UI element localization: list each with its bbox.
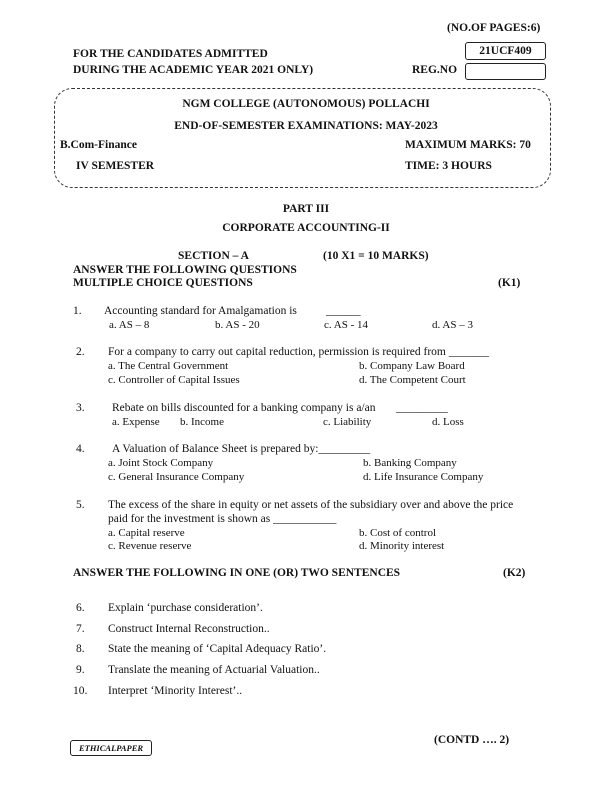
question-text-continued: paid for the investment is shown as ___________ <box>108 513 337 525</box>
question-number: 7. <box>76 623 85 635</box>
answer-blank: _________ <box>396 402 448 414</box>
option: b. AS - 20 <box>215 319 260 331</box>
option: a. Joint Stock Company <box>108 457 214 469</box>
section-k2-title: ANSWER THE FOLLOWING IN ONE (OR) TWO SENTENCES <box>73 567 401 579</box>
option: a. Capital reserve <box>108 527 185 539</box>
question-text: Construct Internal Reconstruction.. <box>108 623 270 635</box>
question-number: 6. <box>76 602 85 614</box>
section-k2-level: (K2) <box>503 567 526 579</box>
option: d. Loss <box>432 416 464 428</box>
section-a-instruction-1: ANSWER THE FOLLOWING QUESTIONS <box>73 264 297 276</box>
question-text: Rebate on bills discounted for a banking company is a/an <box>112 402 376 414</box>
question-number: 3. <box>76 402 85 414</box>
option: c. Controller of Capital Issues <box>108 374 240 386</box>
ethicalpaper-stamp: ETHICALPAPER <box>70 740 152 756</box>
option: c. Revenue reserve <box>108 540 192 552</box>
reg-no-label: REG.NO <box>412 64 458 76</box>
page-count: (NO.OF PAGES:6) <box>447 22 541 34</box>
option: a. AS – 8 <box>109 319 150 331</box>
question-number: 1. <box>73 305 82 317</box>
option: d. Life Insurance Company <box>363 471 484 483</box>
question-text: For a company to carry out capital reduction, permission is required from _______ <box>108 346 489 358</box>
option: d. AS – 3 <box>432 319 473 331</box>
question-number: 2. <box>76 346 85 358</box>
option: d. Minority interest <box>359 540 445 552</box>
question-number: 4. <box>76 443 85 455</box>
section-a-instruction-2: MULTIPLE CHOICE QUESTIONS <box>73 277 253 289</box>
candidates-line-2: DURING THE ACADEMIC YEAR 2021 ONLY) <box>73 64 314 76</box>
exam-name: END-OF-SEMESTER EXAMINATIONS: MAY-2023 <box>174 120 438 132</box>
question-text: State the meaning of ‘Capital Adequacy Ratio’. <box>108 643 327 655</box>
section-a-marks: (10 X1 = 10 MARKS) <box>323 250 429 262</box>
option: b. Banking Company <box>363 457 457 469</box>
candidates-line-1: FOR THE CANDIDATES ADMITTED <box>73 48 268 60</box>
part-heading: PART III <box>282 203 330 215</box>
option: a. The Central Government <box>108 360 229 372</box>
option: a. Expense <box>112 416 160 428</box>
question-number: 8. <box>76 643 85 655</box>
continued-note: (CONTD …. 2) <box>434 734 510 746</box>
semester: IV SEMESTER <box>76 160 155 172</box>
option: c. AS - 14 <box>324 319 368 331</box>
option: c. Liability <box>323 416 372 428</box>
reg-no-field[interactable] <box>465 63 546 80</box>
question-text: Translate the meaning of Actuarial Valuation.. <box>108 664 320 676</box>
question-text: Explain ‘purchase consideration’. <box>108 602 263 614</box>
option: b. Cost of control <box>359 527 436 539</box>
program: B.Com-Finance <box>60 139 137 151</box>
answer-blank: ______ <box>326 305 361 317</box>
maximum-marks: MAXIMUM MARKS: 70 <box>405 139 531 151</box>
section-a-title: SECTION – A <box>178 250 249 262</box>
option: b. Income <box>180 416 224 428</box>
option: b. Company Law Board <box>359 360 465 372</box>
course-code-box: 21UCF409 <box>465 42 546 60</box>
question-number: 9. <box>76 664 85 676</box>
question-number: 5. <box>76 499 85 511</box>
time-allowed: TIME: 3 HOURS <box>405 160 492 172</box>
question-text: Accounting standard for Amalgamation is <box>104 305 297 317</box>
section-a-level: (K1) <box>498 277 521 289</box>
subject-heading: CORPORATE ACCOUNTING-II <box>222 222 390 234</box>
option: d. The Competent Court <box>359 374 466 386</box>
college-name: NGM COLLEGE (AUTONOMOUS) POLLACHI <box>182 98 430 110</box>
question-text: The excess of the share in equity or net assets of the subsidiary over and above the price <box>108 499 514 511</box>
question-text: Interpret ‘Minority Interest’.. <box>108 685 243 697</box>
question-number: 10. <box>73 685 88 697</box>
option: c. General Insurance Company <box>108 471 245 483</box>
question-text: A Valuation of Balance Sheet is prepared by:_________ <box>112 443 371 455</box>
